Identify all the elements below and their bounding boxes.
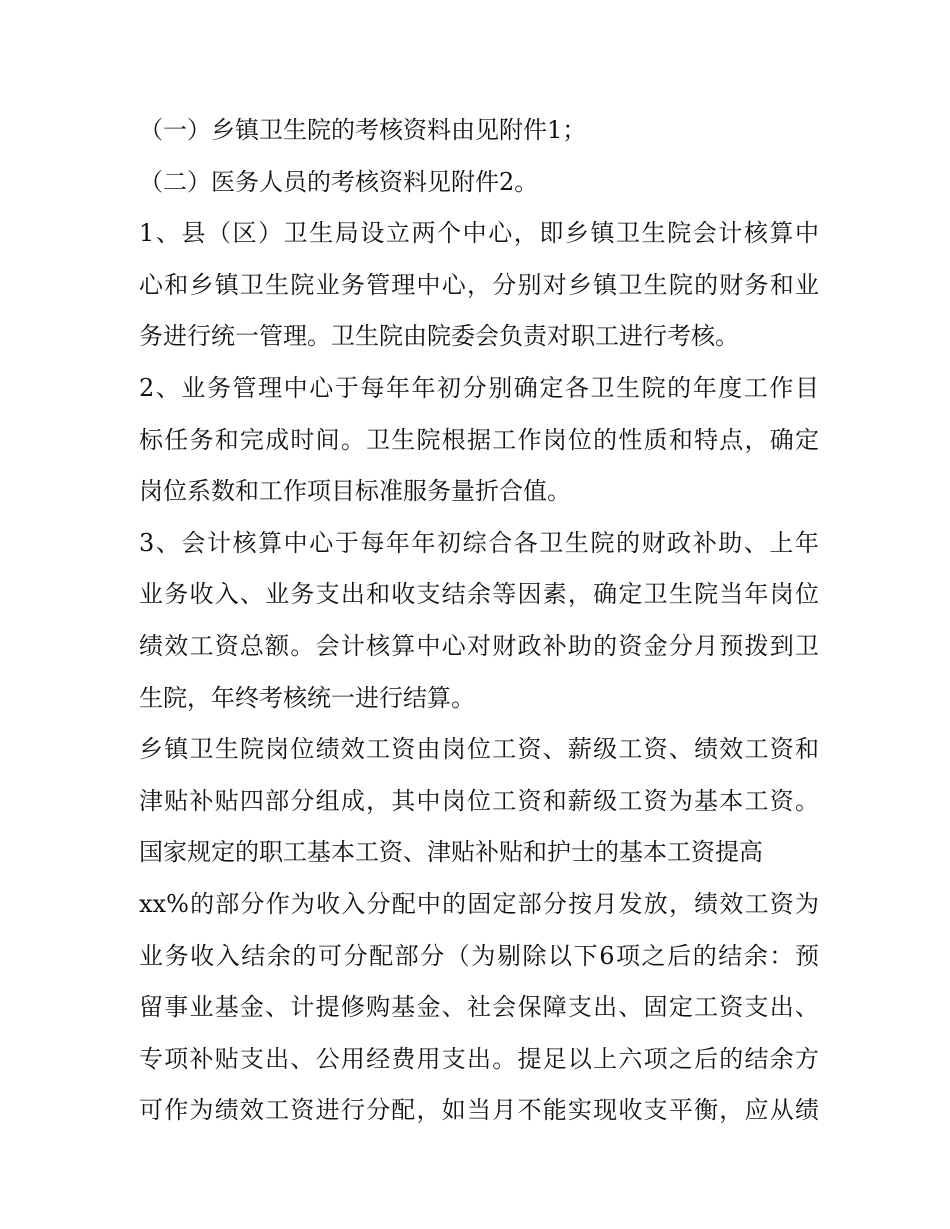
text-line: 岗位系数和工作项目标准服务量折合值。: [139, 477, 571, 506]
text-line: 可作为绩效工资进行分配，如当月不能实现收支平衡，应从绩: [139, 1096, 819, 1125]
text-line: 业务收入、业务支出和收支结余等因素，确定卫生院当年岗位: [139, 580, 819, 609]
document-body: [139, 105, 819, 1137]
text-line: （二）医务人员的考核资料见附件2。: [139, 167, 539, 196]
text-line: 1、县（区）卫生局设立两个中心，即乡镇卫生院会计核算中: [139, 219, 819, 248]
text-line: xx%的部分作为收入分配中的固定部分按月发放，绩效工资为: [139, 889, 819, 918]
text-line: 专项补贴支出、公用经费用支出。提足以上六项之后的结余方: [139, 1044, 819, 1073]
text-line: 3、会计核算中心于每年年初综合各卫生院的财政补助、上年: [139, 528, 819, 557]
text-line: 留事业基金、计提修购基金、社会保障支出、固定工资支出、: [139, 993, 819, 1022]
text-line: （一）乡镇卫生院的考核资料由见附件1；: [139, 116, 587, 144]
text-line: 标任务和完成时间。卫生院根据工作岗位的性质和特点，确定: [139, 425, 819, 454]
text-line: 2、业务管理中心于每年年初分别确定各卫生院的年度工作目: [139, 373, 819, 402]
text-line: 生院，年终考核统一进行结算。: [139, 683, 475, 712]
text-line: 心和乡镇卫生院业务管理中心，分别对乡镇卫生院的财务和业: [139, 270, 819, 299]
text-line: 务进行统一管理。卫生院由院委会负责对职工进行考核。: [139, 322, 739, 351]
text-line: 业务收入结余的可分配部分（为剔除以下6项之后的结余：预: [139, 941, 819, 970]
text-line: 津贴补贴四部分组成，其中岗位工资和薪级工资为基本工资。: [139, 786, 819, 815]
text-line: 乡镇卫生院岗位绩效工资由岗位工资、薪级工资、绩效工资和: [139, 735, 819, 764]
text-line: 绩效工资总额。会计核算中心对财政补助的资金分月预拨到卫: [139, 631, 819, 660]
text-line: 国家规定的职工基本工资、津贴补贴和护士的基本工资提高: [139, 838, 763, 867]
